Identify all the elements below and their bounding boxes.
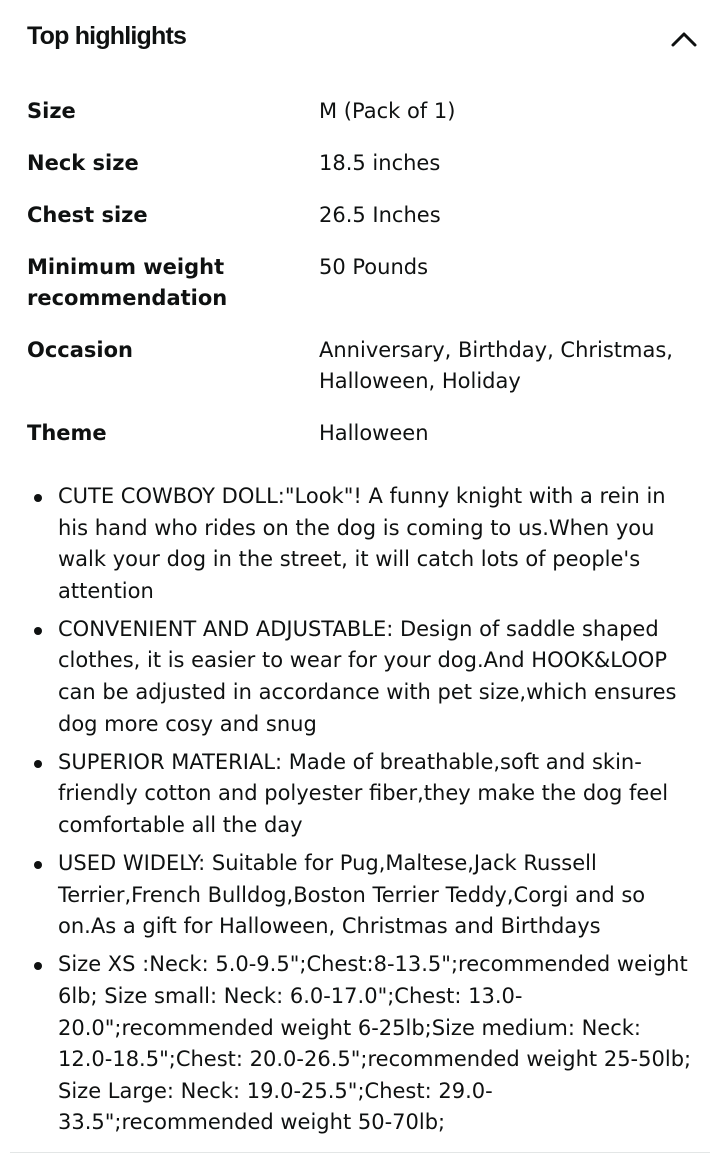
spec-value: 26.5 Inches: [319, 203, 441, 227]
spec-value: Halloween: [319, 421, 429, 445]
list-item: [27, 614, 697, 740]
spec-label: Occasion: [27, 338, 133, 362]
list-item: [27, 481, 697, 607]
spec-row-chest-size: [27, 200, 707, 231]
spec-value: 50 Pounds: [319, 255, 429, 279]
spec-label: Minimum weight recommendation: [27, 255, 228, 310]
spec-row-minimum-weight: [27, 252, 707, 314]
collapse-button[interactable]: [666, 22, 702, 56]
spec-value: 18.5 inches: [319, 151, 441, 175]
bullet-icon: [34, 627, 42, 635]
spec-value: M (Pack of 1): [319, 99, 456, 123]
spec-value: Anniversary, Birthday, Christmas, Halloween, Holiday: [319, 338, 673, 393]
bullet-icon: [34, 760, 42, 768]
divider: [10, 1152, 710, 1153]
feature-bullet-list: [27, 481, 697, 1145]
spec-table: [27, 96, 707, 470]
spec-label: Neck size: [27, 151, 139, 175]
spec-row-theme: [27, 418, 707, 449]
spec-label: Size: [27, 99, 76, 123]
top-highlights-header[interactable]: [0, 0, 720, 80]
bullet-icon: [34, 861, 42, 869]
list-item: [27, 949, 697, 1139]
bullet-text: USED WIDELY: Suitable for Pug,Maltese,Jack Russell Terrier,French Bulldog,Boston Terrier Teddy,Corgi and so on.As a gift for Halloween, Christmas and Birthdays: [58, 851, 646, 939]
bullet-text: Size XS :Neck: 5.0-9.5";Chest:8-13.5";recommended weight 6lb; Size small: Neck: 6.0-17.0";Chest: 13.0-20.0";recommended weight 6-25lb;Size medium: Neck: 12.0-18.5";Chest: 20.0-26.5";recommended weight 25-50lb; Size Large: Neck: 19.0-25.5";Chest: 29.0-33.5";recommended weight 50-70lb;: [58, 952, 692, 1135]
spec-row-neck-size: [27, 148, 707, 179]
bullet-text: CONVENIENT AND ADJUSTABLE: Design of saddle shaped clothes, it is easier to wear for your dog.And HOOK&LOOP can be adjusted in accordance with pet size,which ensures dog more cosy and snug: [58, 616, 677, 736]
bullet-text: CUTE COWBOY DOLL:"Look"! A funny knight with a rein in his hand who rides on the dog is coming to us.When you walk your dog in the street, it will catch lots of people's attention: [58, 484, 666, 603]
list-item: [27, 848, 697, 943]
spec-label: Chest size: [27, 203, 148, 227]
spec-row-occasion: [27, 335, 707, 397]
list-item: [27, 747, 697, 842]
bullet-text: SUPERIOR MATERIAL: Made of breathable,soft and skin-friendly cotton and polyester fiber,they make the dog feel comfortable all the day: [58, 749, 669, 837]
spec-row-size: [27, 96, 707, 127]
section-title: Top highlights: [27, 22, 187, 50]
spec-label: Theme: [27, 421, 107, 445]
chevron-up-icon: [670, 30, 698, 48]
bullet-icon: [34, 494, 42, 502]
bullet-icon: [34, 962, 42, 970]
